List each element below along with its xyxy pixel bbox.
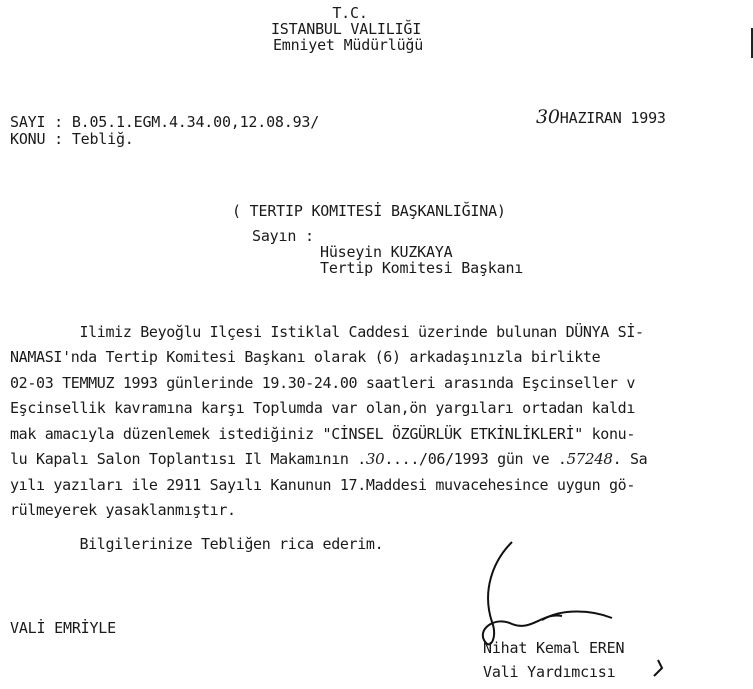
body-line-1: Ilimiz Beyoğlu Ilçesi Istiklal Caddesi üzerinde bulunan DÜNYA Sİ- (10, 323, 644, 341)
handwritten-date-in-text: 30 (365, 450, 385, 468)
recipient-position: Tertip Komitesi Başkanı (320, 259, 524, 277)
body-line-8: rülmeyerek yasaklanmıştır. (10, 501, 236, 519)
subject-line: KONU : Tebliğ. (10, 130, 134, 148)
on-behalf-of-governor: VALİ EMRİYLE (10, 619, 116, 637)
signer-title: Vali Yardımcısı (483, 663, 616, 681)
handwritten-number: 57248 (566, 450, 613, 468)
recipient-name: Hüseyin KUZKAYA (320, 243, 453, 261)
date-month-year: HAZIRAN 1993 (559, 109, 666, 127)
body-line-2: NAMASI'nda Tertip Komitesi Başkanı olarak (6) arkadaşınızla birlikte (10, 348, 601, 366)
handwritten-date-day: 30 (536, 106, 560, 128)
body-line-3: 02-03 TEMMUZ 1993 günlerinde 19.30-24.00 saatleri arasında Eşcinseller v (10, 374, 636, 392)
body-line-4: Eşcinsellik kavramına karşı Toplumda var olan,ön yargıları ortadan kaldı (10, 399, 636, 417)
signer-name: Nihat Kemal EREN (483, 639, 625, 657)
salutation: Sayın : (252, 227, 314, 245)
body-line-6-part-c: . Sa (612, 450, 648, 468)
closing-line: Bilgilerinize Tebliğen rica ederim. (10, 535, 384, 553)
body-line-6-part-b: ..../06/1993 gün ve . (384, 450, 567, 468)
header-tc: T.C. (332, 4, 368, 22)
signature-scribble (472, 532, 672, 682)
body-line-6 (10, 450, 750, 468)
header-governorship: ISTANBUL VALILIĞI (270, 20, 422, 38)
recipient-title: ( TERTIP KOMITESİ BAŞKANLIĞINA) (232, 202, 506, 220)
body-line-7: yılı yazıları ile 2911 Sayılı Kanunun 17.Maddesi muvacehesince uygun gö- (10, 476, 636, 494)
header-police-directorate: Emniyet Müdürlüğü (272, 36, 424, 54)
document-date (536, 108, 666, 127)
body-line-5: mak amacıyla düzenlemek istediğiniz "CİNSEL ÖZGÜRLÜK ETKİNLİKLERİ" konu- (10, 425, 636, 443)
reference-number: SAYI : B.05.1.EGM.4.34.00,12.08.93/ (10, 113, 320, 131)
body-line-6-part-a: lu Kapalı Salon Toplantısı Il Makamının . (10, 450, 366, 468)
